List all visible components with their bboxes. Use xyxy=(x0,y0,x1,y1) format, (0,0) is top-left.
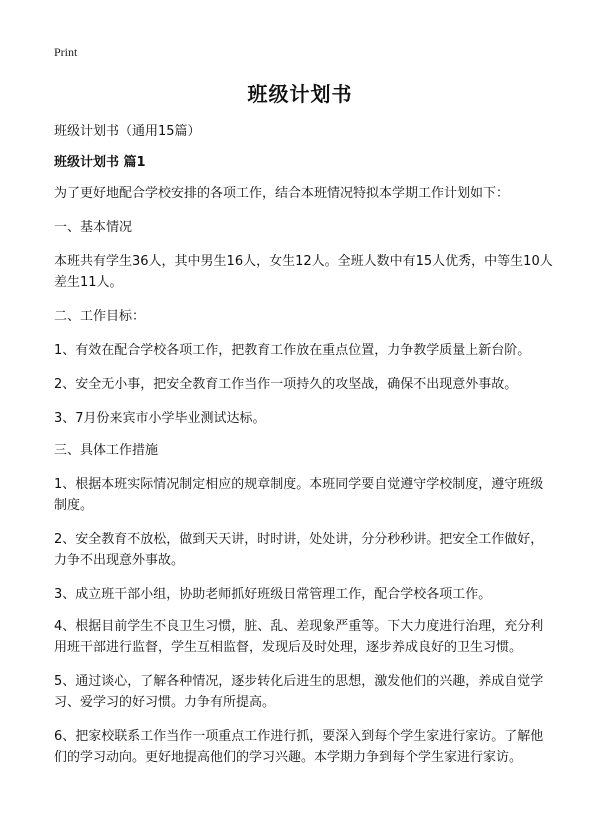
paragraph-basic-info: 本班共有学生36人，其中男生16人，女生12人。全班人数中有15人优秀，中等生10人差生11人。 xyxy=(54,254,553,290)
heading-goals: 二、工作目标： xyxy=(54,309,146,324)
paragraph-intro: 为了更好地配合学校安排的各项工作，结合本班情况特拟本学期工作计划如下： xyxy=(54,186,510,201)
measure-item: 6、把家校联系工作当作一项重点工作进行抓，要深入到每个学生家进行家访。了解他们的学习动向。更好地提高他们的学习兴趣。本学期力争到每个学生家进行家访。 xyxy=(54,729,544,765)
measure-item: 1、根据本班实际情况制定相应的规章制度。本班同学要自觉遵守学校制度，遵守班级制度。 xyxy=(54,477,544,513)
document-body xyxy=(54,121,554,768)
page-title: 班级计划书 xyxy=(247,82,353,106)
heading-measures: 三、具体工作措施 xyxy=(54,443,159,458)
document-subtitle: 班级计划书（通用15篇） xyxy=(54,124,201,139)
measure-item: 3、成立班干部小组，协助老师抓好班级日常管理工作，配合学校各项工作。 xyxy=(54,587,492,602)
goal-item: 2、安全无小事，把安全教育工作当作一项持久的攻坚战，确保不出现意外事故。 xyxy=(54,377,518,392)
measure-item: 4、根据目前学生不良卫生习惯，脏、乱、差现象严重等。下大力度进行治理，充分利用班干部进行监督，学生互相监督，发现后及时处理，逐步养成良好的卫生习惯。 xyxy=(54,619,544,655)
goal-item: 1、有效在配合学校各项工作，把教育工作放在重点位置，力争教学质量上新台阶。 xyxy=(54,343,531,358)
print-label[interactable]: Print xyxy=(54,45,78,59)
goal-item: 3、7月份来宾市小学毕业测试达标。 xyxy=(54,411,266,426)
heading-basic-info: 一、基本情况 xyxy=(54,220,133,235)
measure-item: 5、通过谈心，了解各种情况，逐步转化后进生的思想，激发他们的兴趣，养成自觉学习、爱学习的好习惯。力争有所提高。 xyxy=(54,674,544,710)
measure-item: 2、安全教育不放松，做到天天讲，时时讲，处处讲，分分秒秒讲。把安全工作做好，力争不出现意外事故。 xyxy=(54,532,544,568)
section-heading: 班级计划书 篇1 xyxy=(54,155,146,170)
